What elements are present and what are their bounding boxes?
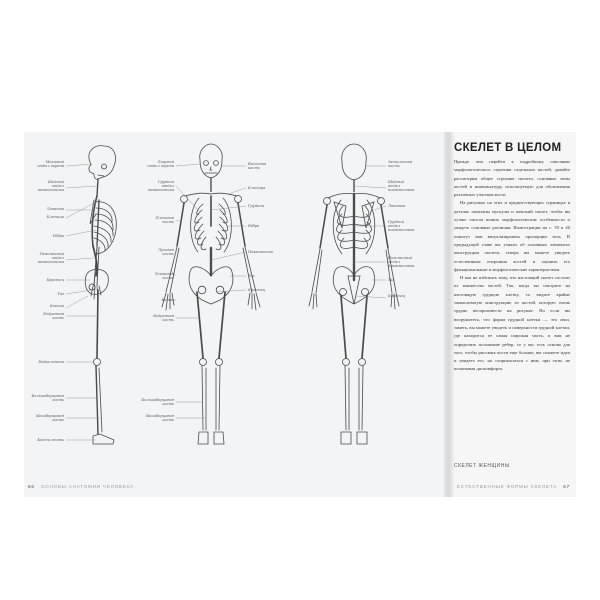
skeleton-posterior-view (309, 144, 399, 444)
label: Бедренная кость (153, 314, 174, 322)
label: Малоберцовая кость (145, 414, 174, 422)
label: Лицевой отдел черепа (147, 160, 174, 168)
label: Таз (248, 274, 255, 278)
label: Шейный отдел позвоночника (388, 180, 415, 192)
page-number: 66 (28, 484, 35, 489)
paragraph: Прежде чем перейти к подробному описанию морфологического строения отдельных костей, давайте рассмотрим общее строение скелета, основные типы костей и номенклатуру, используемую для обозначения различных участков кости. (454, 159, 570, 198)
label: Большеберцовая кость (141, 398, 174, 406)
label: Позвоночник (248, 250, 274, 254)
label: Поясничный отдел позвоночника (388, 256, 415, 268)
label: Копчик (50, 304, 64, 308)
figure-caption: СКЕЛЕТ ЖЕНЩИНЫ (454, 463, 510, 469)
label: Лучевая кость (157, 248, 174, 256)
label: Надколенник (38, 360, 64, 364)
label: Поясничный отдел позвоночника (37, 252, 64, 264)
label: Грудной отдел позвоночника (388, 220, 415, 232)
label: Кости стопы (37, 438, 64, 442)
label: Лопатка (388, 204, 406, 208)
running-head: ЕСТЕСТВЕННЫЕ ФОРМЫ СКЕЛЕТА (456, 484, 558, 489)
label: Локтевая кость (154, 272, 174, 280)
label: Крестец (388, 294, 406, 298)
running-head: ОСНОВЫ АНАТОМИИ ЧЕЛОВЕКА (40, 484, 134, 489)
label: Мозговой отдел черепа (37, 160, 64, 168)
label: Рёбра (248, 224, 260, 228)
label: Таз (388, 278, 395, 282)
label: Затылочная кость (388, 160, 413, 168)
label: Кисть (161, 298, 174, 302)
label: Крестец (46, 278, 64, 282)
label-leader-lines (66, 164, 386, 440)
label: Таз (57, 292, 64, 296)
skeleton-anterior-view (162, 144, 260, 444)
label: Бедренная кость (43, 312, 64, 320)
body-text (454, 158, 570, 374)
label: Ключица (248, 186, 266, 190)
page-number: 67 (563, 484, 570, 489)
label: Ключица (46, 215, 64, 219)
label: Большеберцовая кость (31, 394, 64, 402)
label: Грудина (248, 204, 264, 208)
left-folio (28, 484, 134, 489)
label: Крестец (248, 288, 266, 292)
label: Грудной отдел позвоночника (147, 180, 174, 192)
label: Лопатка (46, 207, 64, 211)
label: Плечевая кость (155, 216, 174, 224)
label: Рёбра (52, 234, 64, 238)
right-folio (457, 484, 570, 489)
paragraph: И как не избежать тому, что настоящий скелет состоит из множества частей. Так, когда вы смотрите на настоящую грудную клетку, то видите крайне замысловатую конструкцию из костей, которую очень трудно воспроизвести на рисунке. Но если вы вооружитесь, что форма грудной клетки — это овал, заметь, вы можете увидеть и поверхности грудной клетки, где находится ее самая широкая часть, и вам не определить положение ребер, то у вас есть основа для того, чтобы рисовать кости еще больше, вы сможете идти и увидеть его, но соприкасаться с ним, при этом, не испытывая дискомфорта. (454, 275, 570, 372)
label: Височная кость (248, 162, 267, 170)
skeleton-lateral-view (85, 146, 116, 444)
label: Малоберцовая кость (35, 414, 64, 422)
paragraph: На рисунках на этих и предшествующих страницах в деталях показаны мускулы и женский скелет, чтобы вы лучше смогли понять морфологические особенности и увидеть основные различия. Иллюстрации на с. 39 и 40 помогут вам визуализировать пропорции тела. В предыдущей главе вы узнали об основных элементах конструкции скелета, теперь вы можете увидеть естественные очертания костей и оценить его функциональные и морфологические характеристики. (454, 200, 570, 272)
label: Шейный отдел позвоночника (37, 180, 64, 192)
section-heading: СКЕЛЕТ В ЦЕЛОМ (454, 142, 562, 154)
